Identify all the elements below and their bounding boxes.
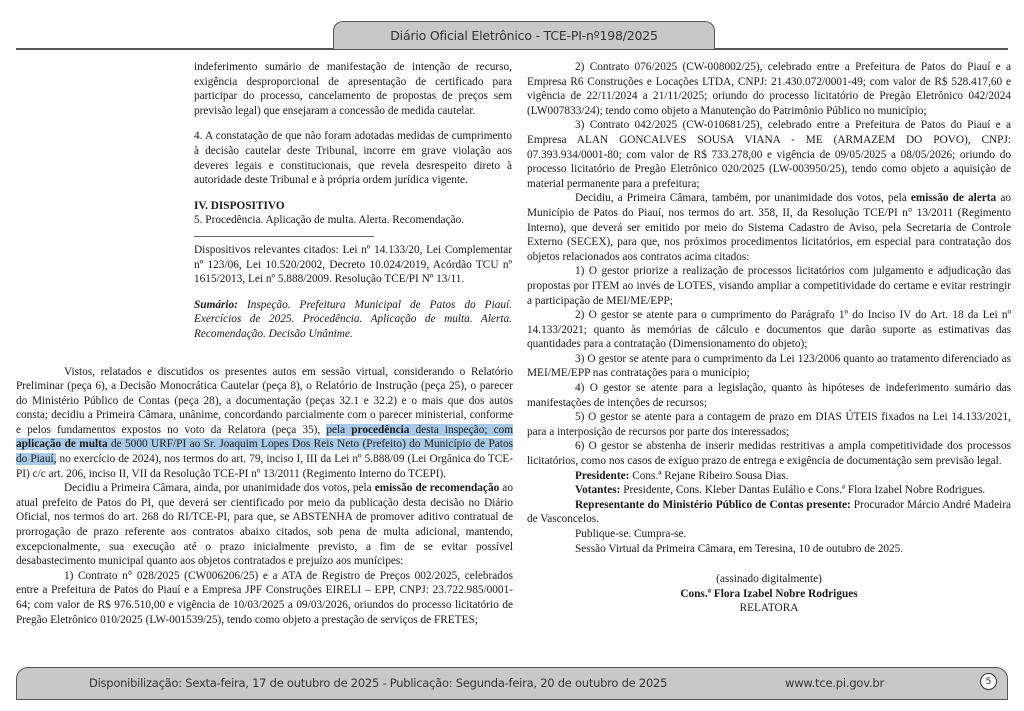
alerta-item-3: 3) O gestor se atente para o cumprimento da Lei 123/2006 quanto ao tratamento diferenciado as MEI/ME/EPP nas contratações para o município; (527, 352, 1011, 380)
right-column (527, 60, 1011, 616)
footer-dates: Disponibilização: Sexta-feira, 17 de outubro de 2025 - Publicação: Segunda-feira, 20 de outubro de 2025 (89, 676, 668, 690)
ementa-paragraph-4: 4. A constatação de que não foram adotadas medidas de cumprimento à decisão cautelar deste Tribunal, incorre em grave violação aos deveres legais e constitucionais, que revela desrespeito direto à autoridade deste Tribunal e à própria ordem jurídica vigente. (194, 130, 512, 187)
signatario: Cons.ª Flora Izabel Nobre Rodrigues (680, 587, 858, 600)
contrato-3: 3) Contrato 042/2025 (CW-010681/25), celebrado entre a Prefeitura de Patos do Piauí e a Empresa ALAN GONCALVES SOUSA VIANA - ME (ARMAZEM DO POVO), CNPJ: 07.393.934/0001-80; com valor de R$ 733.278,00 e vigência de 09/05/2025 a 08/05/2026; oriundo do processo licitatório de Pregão Eletrônico 020/2025 (LW-003950/25), tendo como objeto a aquisição de material permanente para a prefeitura; (527, 119, 1011, 190)
alerta-item-6: 6) O gestor se abstenha de inserir medidas restritivas a ampla competitividade dos processos licitatórios, como nos casos de exíguo prazo de entrega e exigência de documentação sem previsão legal. (527, 440, 1011, 468)
publique-se: Publique-se. Cumpra-se. (575, 528, 687, 540)
presidente: Presidente: Cons.ª Rejane Ribeiro Sousa Dias. (575, 469, 789, 482)
vistos-paragraph: Vistos, relatados e discutidos os presentes autos em sessão virtual, considerando o Relatório Preliminar (peça 6), a Decisão Monocrática Cautelar (peça 8), o Relatório de Instrução (peça 25), o parecer do Ministério Público de Contas (peça 28), a documentação (peças 32.1 e 32.2) e o mais que dos autos consta; decidiu a Primeira Câmara, unânime, concordando parcialmente com o parecer ministerial, conforme e pelos fundamentos expostos no voto da Relatora (peça 35), pela procedência desta inspeção; com aplicação de multa de 5000 URF/PI ao Sr. Joaquim Lopes Dos Reis Neto (Prefeito) do Município de Patos do Piauí, no exercício de 2024), nos termos do art. 79, inciso I, III da Lei nº 5.888/09 (Lei Orgânica do TCE-PI) c/c art. 206, inciso II, VII da Resolução TCE-PI nº 13/2011 (Regimento Interno do TCEPI). (16, 365, 514, 480)
alerta-item-4: 4) O gestor se atente para a legislação, quanto às hipóteses de indeferimento sumário das manifestações de intenções de recursos; (527, 382, 1011, 409)
left-column (16, 60, 513, 627)
footer-website-link[interactable]: www.tce.pi.gov.br (785, 676, 885, 690)
ementa-paragraph-3: indeferimento sumário de manifestação de intenção de recurso, exigência desproporcional de apresentação de certificado para participar do processo, cancelamento de propostas de preços sem previsão legal) que ensejaram a concessão de medida cautelar. (194, 61, 512, 117)
highlighted-decision: pela procedência desta inspeção; com aplicação de multa de 5000 URF/PI ao Sr. Joaquim Lopes Dos Reis Neto (Prefeito) do Município de Patos do Piauí, (16, 423, 514, 466)
contrato-2: 2) Contrato 076/2025 (CW-008002/25), celebrado entre a Prefeitura de Patos do Piauí e a Empresa R6 Construções e Locações LTDA, CNPJ: 21.430.072/0001-49; com valor de R$ 528.417,60 e vigência de 22/11/2024 a 21/11/2025; oriundo do processo licitatório de Pregão Eletrônico 042/2024 (LW007833/24); tendo como objeto a Manutenção do Patrimônio Público no município; (527, 61, 1011, 117)
sessao-data: Sessão Virtual da Primeira Câmara, em Teresina, 10 de outubro de 2025. (575, 542, 904, 555)
assinado-digitalmente: (assinado digitalmente) (716, 573, 822, 586)
dispositivo-heading: IV. DISPOSITIVO (194, 199, 285, 212)
dispositivos-citados: Dispositivos relevantes citados: Lei nº 14.133/20, Lei Complementar nº 123/06, Lei 10.520/2002, Decreto 10.024/2019, Acórdão TCU nº 1615/2013, Lei nº 5.888/2009. Resolução TCE/PI Nº 13/11. (194, 243, 512, 286)
alerta-item-5: 5) O gestor se atente para a contagem de prazo em DIAS ÚTEIS fixados na Lei 14.133/2021, para a interposição de recursos por parte dos interessados; (527, 411, 1011, 438)
sumario (194, 298, 512, 342)
cargo-relatora: RELATORA (739, 602, 799, 615)
alerta-paragraph: Decidiu, a Primeira Câmara, também, por unanimidade dos votos, pela emissão de alerta ao Município de Patos do Piauí, nos termos do art. 358, II, da Resolução TCE/PI n° 13/2011 (Regimento Interno), que deverá ser emitido por meio do Sistema Cadastro de Aviso, pela Secretaria de Controle Externo (SECEX), para que, nos próximos procedimentos licitatórios, em especial para contratação dos objetos relacionados aos contratos acima citados: (527, 192, 1011, 263)
alerta-item-2: 2) O gestor se atente para o cumprimento do Parágrafo 1º do Inciso IV do Art. 18 da Lei nº 14.133/2021; quanto às memórias de cálculo e documentos que darão suporte as estimativas das quantidades para a contratação (Dimensionamento do objeto); (527, 309, 1011, 351)
footer-bar (16, 667, 1008, 700)
contrato-1: 1) Contrato n° 028/2025 (CW006206/25) e a ATA de Registro de Preços 002/2025, celebrados entre a Prefeitura de Patos do Piauí e a Empresa JPF Construções EIRELI – EPP, CNPJ: 23.722.985/0001- 64; com valor de R$ 976.510,00 e vigência de 10/03/2025 a 09/03/2026, oriundos do processo licitatório de Pregão Eletrônico 010/2025 (LW-001539/25), tendo como objeto a prestação de serviços de FRETES; (16, 569, 513, 626)
sumario-text: Inspeção. Prefeitura Municipal de Patos do Piauí. Exercícios de 2025. Procedência. Aplicação de multa. Alerta. Recomendação. Decisão Unânime. (194, 298, 512, 340)
sumario-label: Sumário: (194, 298, 238, 311)
ementa-paragraph-5: 5. Procedência. Aplicação de multa. Alerta. Recomendação. (194, 214, 465, 227)
ementa-block (194, 60, 512, 342)
divider (194, 236, 374, 237)
alerta-item-1: 1) O gestor priorize a realização de processos licitatórios com julgamento e adjudicação das propostas por ITEM ao invés de LOTES, visando ampliar a competitividade do certame e evitar restringir a participação de MEI/ME/EPP; (527, 265, 1011, 307)
page-number-badge: 5 (980, 673, 997, 690)
recomendacao-paragraph: Decidiu a Primeira Câmara, ainda, por unanimidade dos votos, pela emissão de recomendação ao atual prefeito de Patos do PI, que deverá ser cientificado por meio da publicação desta decisão no Diário Oficial, nos termos do art. 268 do RI/TCE-PI, para que, se ABSTENHA de promover aditivo contratual de prorrogação de prazo referente aos contratos abaixo citados, sob pena de multa adicional, mantendo, excepcionalmente, sua execução até o prazo inicialmente previsto, a fim de se evitar possível desabastecimento municipal quanto aos objetos contratados e prejuízo aos munícipes: (16, 482, 513, 568)
header-title: Diário Oficial Eletrônico - TCE-PI-nº198/2025 (333, 21, 715, 49)
representante-mpc: Representante do Ministério Público de Contas presente: Procurador Márcio André Madeira de Vasconcelos. (527, 498, 1011, 526)
votantes: Votantes: Presidente, Cons. Kleber Dantas Eulálio e Cons.ª Flora Izabel Nobre Rodrigues. (575, 484, 986, 497)
